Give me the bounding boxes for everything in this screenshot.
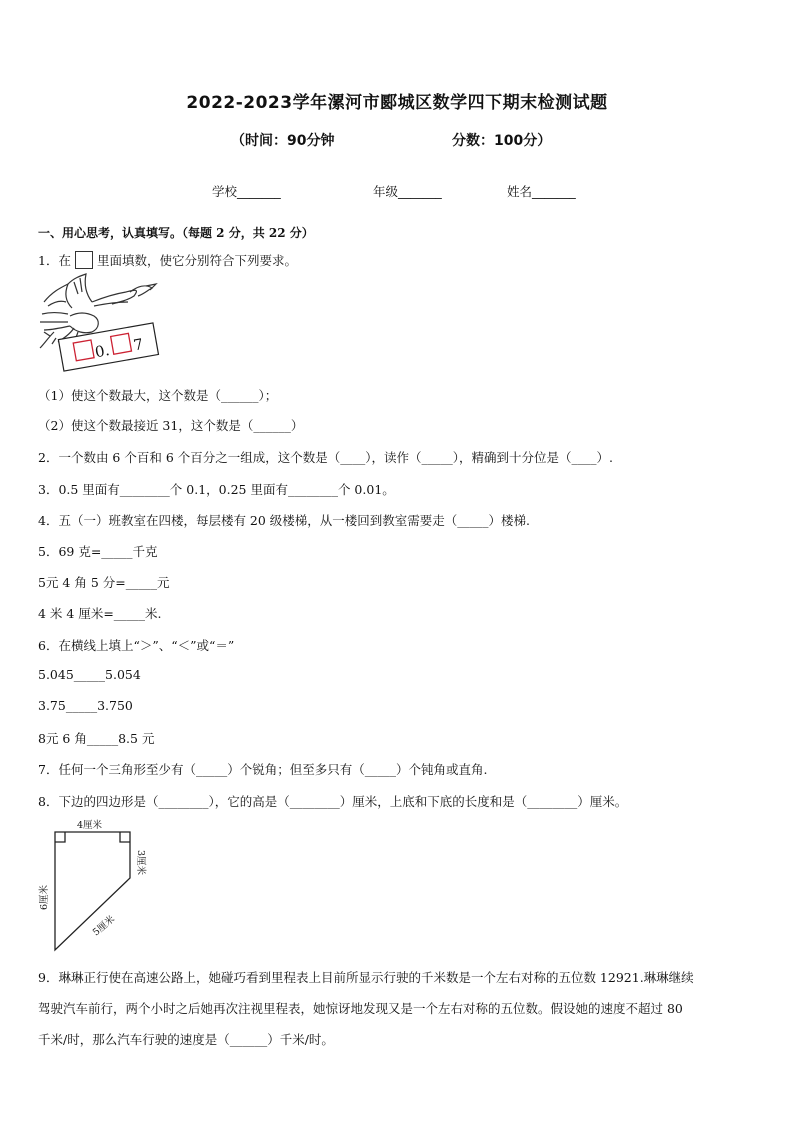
question-5-a: 5．69 克=_____千克	[38, 544, 158, 559]
question-6-stem: 6．在横线上填上“＞”、“＜”或“＝”	[38, 638, 235, 653]
answer-box-icon	[75, 251, 93, 269]
exam-time: （时间：90分钟	[231, 133, 335, 149]
school-field: 学校_______	[212, 184, 281, 199]
question-2: 2．一个数由 6 个百和 6 个百分之一组成，这个数是（____），读作（_____），精确到十分位是（____）.	[38, 450, 613, 465]
question-6-c: 8元 6 角_____8.5 元	[38, 731, 155, 746]
exam-score: 分数：100分）	[452, 133, 552, 149]
top-side-label: 4厘米	[77, 820, 103, 831]
answer-box-icon	[73, 340, 94, 361]
left-side-label: 6厘米	[39, 884, 50, 910]
question-8-stem: 8．下边的四边形是（________），它的高是（________）厘米，上底和下底的长度和是（________）厘米。	[38, 794, 628, 809]
number-card	[58, 323, 158, 371]
bottom-side-label: 5厘米	[90, 913, 118, 939]
name-field: 姓名_______	[507, 184, 576, 199]
bird-card-illustration	[34, 272, 166, 376]
right-side-label: 3厘米	[135, 850, 146, 876]
question-5-c: 4 米 4 厘米=_____米.	[38, 606, 162, 621]
question-4: 4．五（一）班教室在四楼，每层楼有 20 级楼梯，从一楼回到教室需要走（_____）楼梯.	[38, 513, 531, 528]
question-1-stem	[38, 251, 297, 269]
card-decimal-point: 0.	[93, 341, 111, 362]
question-9-line-1: 9．琳琳正行使在高速公路上，她碰巧看到里程表上目前所显示行驶的千米数是一个左右对称的五位数 12921.琳琳继续	[38, 970, 694, 985]
question-7: 7．任何一个三角形至少有（_____）个锐角；但至多只有（_____）个钝角或直角.	[38, 762, 488, 777]
question-1-part-2: （2）使这个数最接近 31，这个数是（______）	[38, 418, 304, 433]
grade-field: 年级_______	[373, 184, 442, 199]
answer-box-icon	[111, 333, 132, 354]
question-5-b: 5元 4 角 5 分=_____元	[38, 575, 170, 590]
trapezoid-figure	[30, 818, 160, 958]
question-3: 3．0.5 里面有________个 0.1，0.25 里面有________个 0.01。	[38, 482, 395, 497]
section-heading: 一、用心思考，认真填写。（每题 2 分，共 22 分）	[38, 226, 314, 240]
question-1-stem-a: 1．在	[38, 253, 71, 268]
question-6-b: 3.75_____3.750	[38, 698, 133, 713]
question-6-a: 5.045_____5.054	[38, 667, 141, 682]
question-1-stem-b: 里面填数，使它分别符合下列要求。	[96, 253, 297, 268]
page-title: 2022-2023学年漯河市郾城区数学四下期末检测试题	[186, 93, 608, 113]
card-last-digit: 7	[132, 335, 145, 355]
right-angle-mark	[120, 832, 130, 842]
right-angle-mark	[55, 832, 65, 842]
question-1-part-1: （1）使这个数最大，这个数是（______）；	[38, 388, 278, 403]
question-9-line-3: 千米/时，那么汽车行驶的速度是（______）千米/时。	[38, 1032, 334, 1047]
question-9-line-2: 驾驶汽车前行，两个小时之后她再次注视里程表，她惊讶地发现又是一个左右对称的五位数。假设她的速度不超过 80	[38, 1001, 683, 1016]
